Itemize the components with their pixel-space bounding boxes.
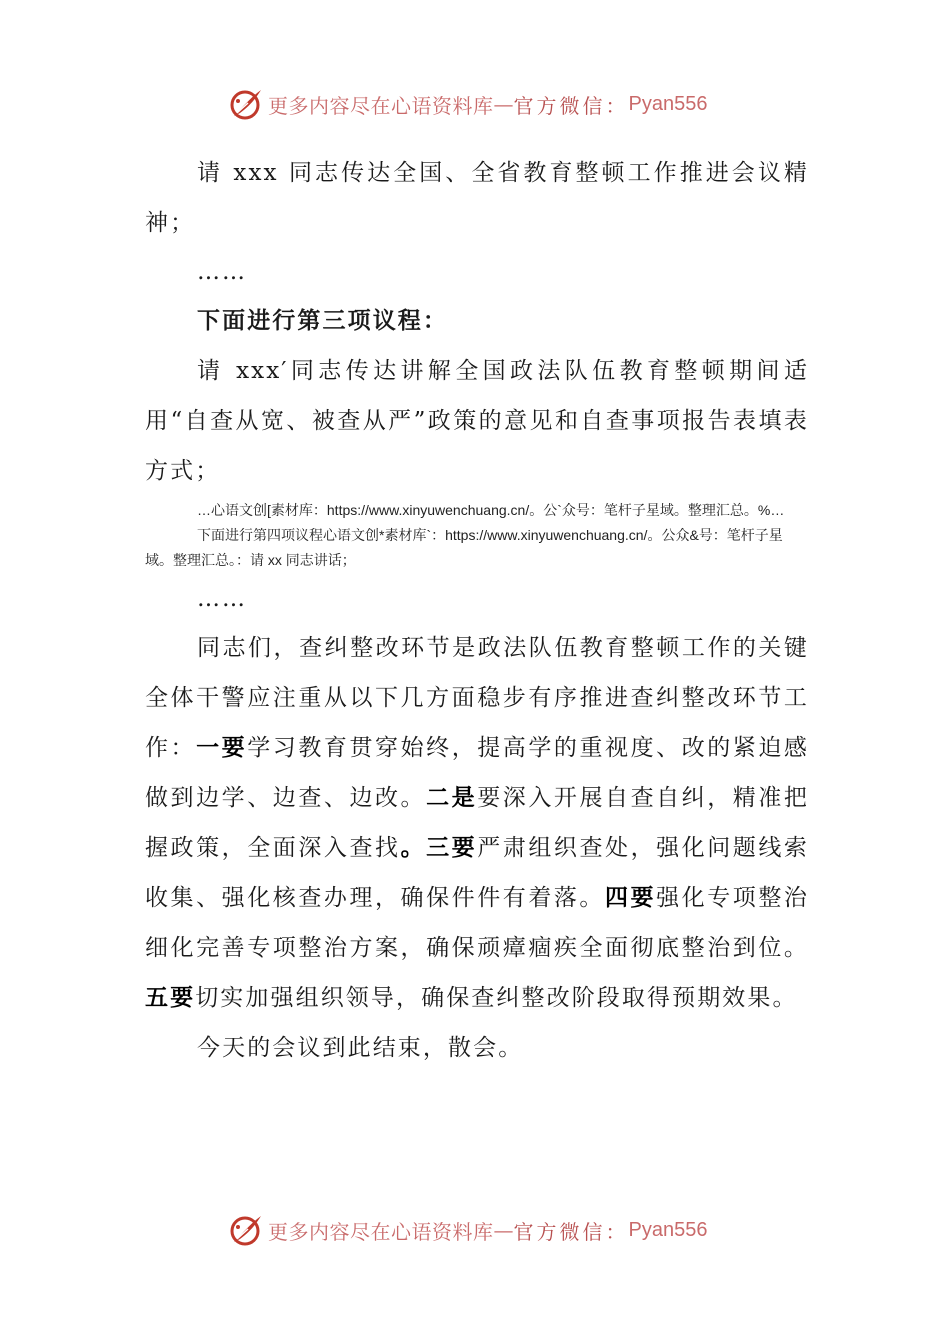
quill-logo-icon [228,86,264,122]
keyword-4: 四要 [605,884,657,911]
point-5: 切实加强组织领导，确保查纠整改阶段取得预期效果。 [195,985,798,1011]
quill-logo-icon [228,1212,264,1248]
wechat-id: Pyan556 [628,1218,708,1241]
separator: — [493,92,514,116]
separator: — [493,1218,514,1242]
closing-paragraph: 今天的会议到此结束，散会。 [197,1035,524,1061]
keyword-5: 五要 [145,984,196,1011]
point-3: 严肃组织查处，强化问题线索收集、强化核查办理，确保件件有着落。 [145,835,809,911]
small-note-1: …心语文创[素材库：https://www.xinyuwenchuang.cn/。公`众号：笔杆子星域。整理汇总。%… [197,502,785,518]
point-1: 学习教育贯穿始终，提高学的重视度、改的紧迫感做到边学、边查、边改。 [145,735,810,811]
wechat-id: Pyan556 [628,92,708,115]
small-note-2: 下面进行第四项议程心语文创*素材库`：https://www.xinyuwenchuang.cn/。公众&号：笔杆子星域。整理汇总。：请 xx 同志讲话； [145,527,783,568]
document-body [145,148,809,1073]
keyword-3: 。三要 [400,834,478,861]
keyword-1: 一要 [196,734,248,761]
watermark-banner-bottom [228,1210,707,1250]
official-label: 官方微信： [513,93,629,118]
agenda-heading-3: 下面进行第三项议程： [197,307,448,334]
keyword-2: 二是 [426,784,478,811]
paragraph-main [145,623,809,1023]
paragraph-1: 请 xxx 同志传达全国、全省教育整顿工作推进会议精神； [145,160,809,236]
point-2: 要深入开展自查自纠，精准把握政策，全面深入查找 [145,785,809,861]
main-intro: 同志们，查纠整改环节是政法队伍教育整顿工作的关键全体干警应注重从以下几方面稳步有序推进查纠整改环节工作： [145,635,809,761]
watermark-banner-top [228,84,707,124]
promo-text: 更多内容尽在心语资料库 [268,1219,494,1244]
ellipsis-2: …… [197,586,247,612]
ellipsis-1: …… [197,259,247,285]
paragraph-4: 请 xxx′同志传达讲解全国政法队伍教育整顿期间适用“自查从宽、被查从严”政策的意见和自查事项报告表填表方式； [145,358,809,484]
promo-text: 更多内容尽在心语资料库 [268,93,494,118]
point-4: 强化专项整治细化完善专项整治方案，确保顽瘴痼疾全面彻底整治到位。 [145,885,810,961]
official-label: 官方微信： [513,1219,629,1244]
